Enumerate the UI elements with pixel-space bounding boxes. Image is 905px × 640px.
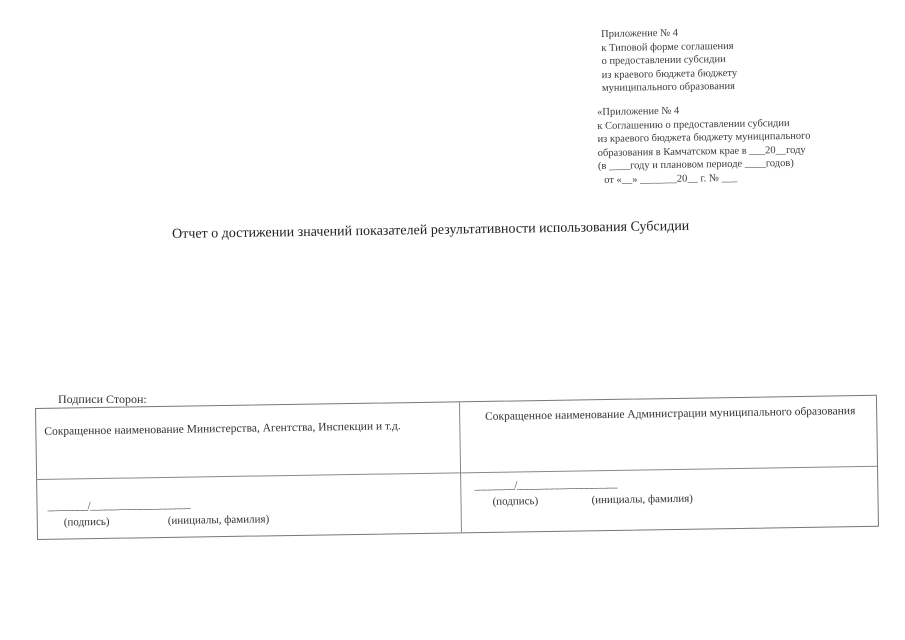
document-title: Отчет о достижении значений показателей результативности использования Субсидии [172, 218, 690, 242]
appendix-template-line: муниципального образования [601, 80, 735, 94]
right-signature-line: ________/____________________ [474, 477, 617, 493]
appendix-template-line: о предоставлении субсидии [601, 54, 726, 67]
appendix-agreement-line: образования в Камчатском крае в ___20__году [597, 144, 806, 159]
appendix-agreement-line: к Соглашению о предоставлении субсидии [597, 117, 790, 132]
right-signature-caption: (подпись) [492, 495, 539, 508]
column-divider [459, 402, 462, 532]
left-signature-line: ________/____________________ [47, 498, 191, 513]
appendix-agreement-line: из краевого бюджета бюджету муниципального [597, 130, 811, 145]
appendix-template-note [601, 26, 737, 96]
signatures-label: Подписи Сторон: [58, 392, 147, 406]
right-name-caption: (инициалы, фамилия) [591, 492, 694, 507]
appendix-template-line: Приложение № 4 [601, 27, 679, 40]
left-party-heading: Сокращенное наименование Министерства, Агентства, Инспекции и т.д. [44, 420, 401, 438]
left-signature-caption: (подпись) [63, 515, 110, 529]
appendix-agreement-line: «Приложение № 4 [597, 105, 680, 118]
appendix-template-line: к Типовой форме соглашения [601, 40, 734, 54]
appendix-agreement-line: (в ____году и плановом периоде ____годов) [597, 157, 794, 172]
left-name-caption: (инициалы, фамилия) [167, 513, 270, 527]
appendix-template-line: из краевого бюджета бюджету [601, 67, 738, 81]
row-divider [37, 466, 877, 480]
right-party-heading: Сокращенное наименование Администрации муниципального образования [484, 405, 856, 423]
signatures-table [35, 395, 879, 540]
appendix-agreement-line: от «__» _______20__ г. № ___ [604, 172, 738, 186]
appendix-agreement-note [597, 103, 811, 187]
